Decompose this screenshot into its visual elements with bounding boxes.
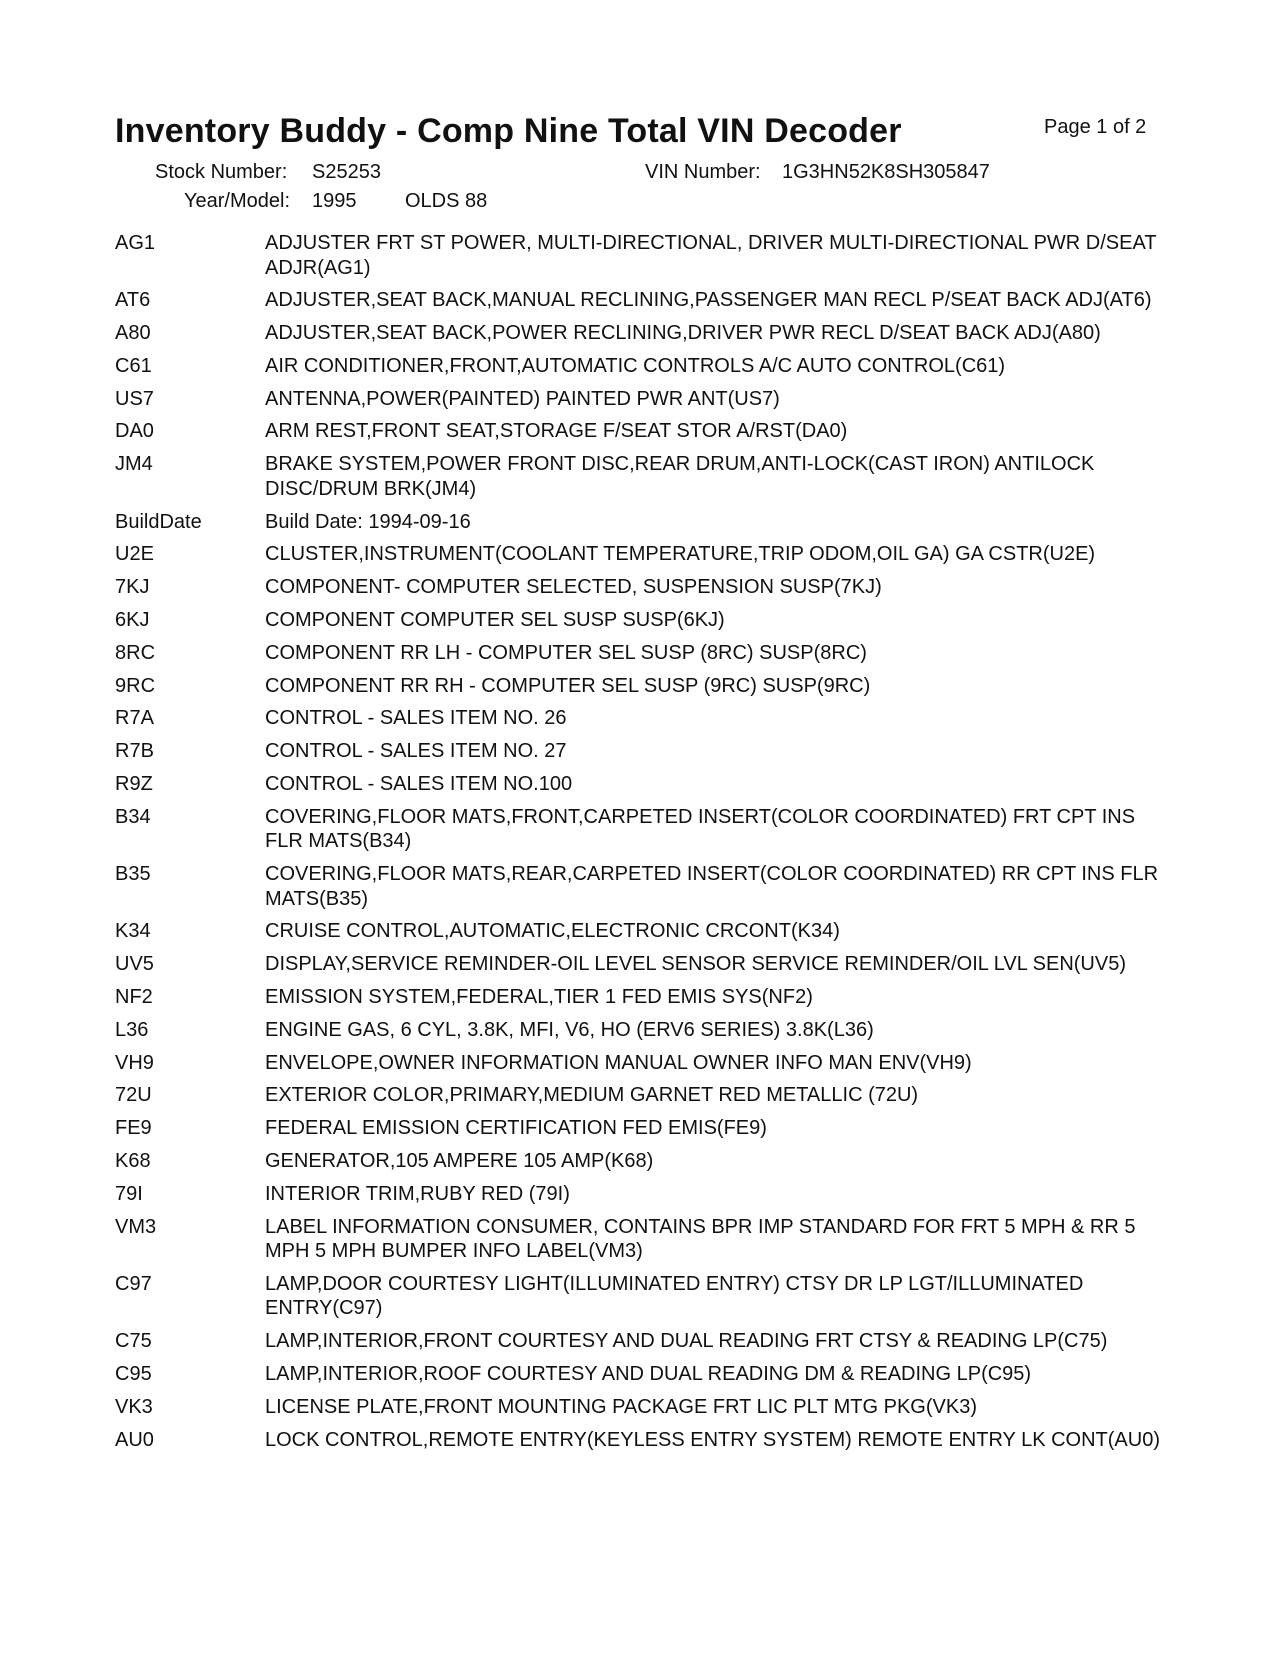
option-code: AG1 xyxy=(115,232,156,254)
option-description: DISPLAY,SERVICE REMINDER-OIL LEVEL SENSOR SERVICE REMINDER/OIL LVL SEN(UV5) xyxy=(265,953,1126,976)
option-row xyxy=(115,452,1165,501)
option-description: LABEL INFORMATION CONSUMER, CONTAINS BPR IMP STANDARD FOR FRT 5 MPH & RR 5 MPH 5 MPH BUMPER INFO LABEL(VM3) xyxy=(265,1215,1136,1263)
option-row xyxy=(115,1083,1165,1108)
option-code: B35 xyxy=(115,863,151,886)
option-row xyxy=(115,288,1165,313)
model-value: OLDS 88 xyxy=(405,190,488,212)
year-value: 1995 xyxy=(312,190,357,212)
option-description: GENERATOR,105 AMPERE 105 AMP(K68) xyxy=(265,1149,654,1172)
option-description: COMPONENT RR LH - COMPUTER SEL SUSP (8RC) SUSP(8RC) xyxy=(265,641,867,664)
option-description: Build Date: 1994-09-16 xyxy=(265,510,471,533)
option-description: ARM REST,FRONT SEAT,STORAGE F/SEAT STOR A/RST(DA0) xyxy=(265,420,848,443)
page-title: Inventory Buddy - Comp Nine Total VIN Decoder xyxy=(115,112,902,150)
option-row xyxy=(115,1182,1165,1207)
option-description: LAMP,INTERIOR,ROOF COURTESY AND DUAL READING DM & READING LP(C95) xyxy=(265,1362,1032,1385)
option-code: 72U xyxy=(115,1084,152,1107)
option-code: 8RC xyxy=(115,641,156,664)
option-row xyxy=(115,608,1165,633)
option-code: AT6 xyxy=(115,289,151,312)
option-row xyxy=(115,674,1165,699)
option-description: LICENSE PLATE,FRONT MOUNTING PACKAGE FRT LIC PLT MTG PKG(VK3) xyxy=(265,1395,977,1418)
option-code: R7B xyxy=(115,740,154,763)
option-description: ADJUSTER,SEAT BACK,POWER RECLINING,DRIVER PWR RECL D/SEAT BACK ADJ(A80) xyxy=(265,322,1101,345)
option-description: CONTROL - SALES ITEM NO. 27 xyxy=(265,740,567,763)
option-row xyxy=(115,1149,1165,1174)
option-description: CONTROL - SALES ITEM NO.100 xyxy=(265,772,573,795)
option-row xyxy=(115,354,1165,379)
option-code: K34 xyxy=(115,920,151,943)
option-code: 9RC xyxy=(115,674,156,697)
option-code: US7 xyxy=(115,387,154,410)
option-row xyxy=(115,952,1165,977)
option-row xyxy=(115,1272,1165,1321)
option-description: EXTERIOR COLOR,PRIMARY,MEDIUM GARNET RED METALLIC (72U) xyxy=(265,1084,919,1107)
option-row xyxy=(115,739,1165,764)
option-row xyxy=(115,805,1165,854)
option-code: VM3 xyxy=(115,1215,157,1238)
option-code: DA0 xyxy=(115,420,154,443)
option-description: CONTROL - SALES ITEM NO. 26 xyxy=(265,707,567,730)
option-code: C61 xyxy=(115,354,152,377)
vin-number-label: VIN Number: xyxy=(645,161,761,183)
option-row xyxy=(115,1362,1165,1387)
vin-number-value: 1G3HN52K8SH305847 xyxy=(782,161,990,183)
option-description: BRAKE SYSTEM,POWER FRONT DISC,REAR DRUM,ANTI-LOCK(CAST IRON) ANTILOCK DISC/DRUM BRK(JM4) xyxy=(265,453,1095,500)
option-description: INTERIOR TRIM,RUBY RED (79I) xyxy=(265,1182,570,1205)
option-code: R9Z xyxy=(115,772,153,795)
option-code: C75 xyxy=(115,1330,152,1353)
options-list xyxy=(115,231,1165,1460)
option-description: ADJUSTER,SEAT BACK,MANUAL RECLINING,PASSENGER MAN RECL P/SEAT BACK ADJ(AT6) xyxy=(265,289,1152,312)
option-description: ENGINE GAS, 6 CYL, 3.8K, MFI, V6, HO (ERV6 SERIES) 3.8K(L36) xyxy=(265,1018,874,1041)
option-description: CLUSTER,INSTRUMENT(COOLANT TEMPERATURE,TRIP ODOM,OIL GA) GA CSTR(U2E) xyxy=(265,543,1096,566)
option-description: LAMP,INTERIOR,FRONT COURTESY AND DUAL READING FRT CTSY & READING LP(C75) xyxy=(265,1330,1108,1353)
option-code: 6KJ xyxy=(115,608,150,631)
option-row xyxy=(115,919,1165,944)
option-row xyxy=(115,575,1165,600)
option-description: ENVELOPE,OWNER INFORMATION MANUAL OWNER INFO MAN ENV(VH9) xyxy=(265,1051,972,1074)
stock-number-label: Stock Number: xyxy=(155,161,288,183)
option-row xyxy=(115,387,1165,412)
option-row xyxy=(115,419,1165,444)
option-code: B34 xyxy=(115,805,151,828)
option-code: 7KJ xyxy=(115,576,150,599)
option-description: COMPONENT RR RH - COMPUTER SEL SUSP (9RC) SUSP(9RC) xyxy=(265,674,871,697)
option-code: R7A xyxy=(115,707,154,730)
option-row xyxy=(115,1395,1165,1420)
option-code: U2E xyxy=(115,543,154,566)
option-code: NF2 xyxy=(115,985,153,1008)
option-row xyxy=(115,231,1165,280)
option-code: AU0 xyxy=(115,1428,154,1451)
option-row xyxy=(115,542,1165,567)
option-description: COVERING,FLOOR MATS,REAR,CARPETED INSERT(COLOR COORDINATED) RR CPT INS FLR MATS(B35) xyxy=(265,863,1159,910)
option-row xyxy=(115,706,1165,731)
option-description: LAMP,DOOR COURTESY LIGHT(ILLUMINATED ENTRY) CTSY DR LP LGT/ILLUMINATED ENTRY(C97) xyxy=(265,1272,1084,1320)
option-row xyxy=(115,1018,1165,1043)
option-code: FE9 xyxy=(115,1117,152,1140)
option-row xyxy=(115,862,1165,911)
option-row xyxy=(115,1329,1165,1354)
option-row xyxy=(115,985,1165,1010)
option-row xyxy=(115,1051,1165,1076)
option-row xyxy=(115,1215,1165,1264)
option-description: CRUISE CONTROL,AUTOMATIC,ELECTRONIC CRCONT(K34) xyxy=(265,920,840,943)
option-row xyxy=(115,772,1165,797)
option-description: COVERING,FLOOR MATS,FRONT,CARPETED INSERT(COLOR COORDINATED) FRT CPT INS FLR MATS(B34) xyxy=(265,805,1136,853)
option-code: VK3 xyxy=(115,1395,153,1418)
option-description: EMISSION SYSTEM,FEDERAL,TIER 1 FED EMIS SYS(NF2) xyxy=(265,985,813,1008)
option-description: FEDERAL EMISSION CERTIFICATION FED EMIS(FE9) xyxy=(265,1117,767,1140)
option-description: LOCK CONTROL,REMOTE ENTRY(KEYLESS ENTRY SYSTEM) REMOTE ENTRY LK CONT(AU0) xyxy=(265,1428,1160,1451)
option-code: VH9 xyxy=(115,1051,154,1074)
option-code: A80 xyxy=(115,322,151,345)
option-row xyxy=(115,1116,1165,1141)
option-code: L36 xyxy=(115,1018,149,1041)
option-row xyxy=(115,1428,1165,1453)
year-model-label: Year/Model: xyxy=(184,190,290,212)
option-code: JM4 xyxy=(115,453,153,476)
option-code: C97 xyxy=(115,1272,152,1295)
option-code: K68 xyxy=(115,1149,151,1172)
option-description: COMPONENT- COMPUTER SELECTED, SUSPENSION SUSP(7KJ) xyxy=(265,576,882,599)
option-description: ANTENNA,POWER(PAINTED) PAINTED PWR ANT(US7) xyxy=(265,387,780,410)
option-row xyxy=(115,321,1165,346)
page-number: Page 1 of 2 xyxy=(1044,116,1147,138)
option-row xyxy=(115,510,1165,535)
option-description: COMPONENT COMPUTER SEL SUSP SUSP(6KJ) xyxy=(265,608,725,631)
option-code: 79I xyxy=(115,1182,143,1205)
stock-number-value: S25253 xyxy=(312,161,381,183)
option-code: C95 xyxy=(115,1362,152,1385)
option-row xyxy=(115,641,1165,666)
option-code: UV5 xyxy=(115,953,154,976)
option-description: ADJUSTER FRT ST POWER, MULTI-DIRECTIONAL, DRIVER MULTI-DIRECTIONAL PWR D/SEAT ADJR(AG1) xyxy=(265,232,1157,279)
option-description: AIR CONDITIONER,FRONT,AUTOMATIC CONTROLS A/C AUTO CONTROL(C61) xyxy=(265,354,1006,377)
option-code: BuildDate xyxy=(115,510,202,533)
